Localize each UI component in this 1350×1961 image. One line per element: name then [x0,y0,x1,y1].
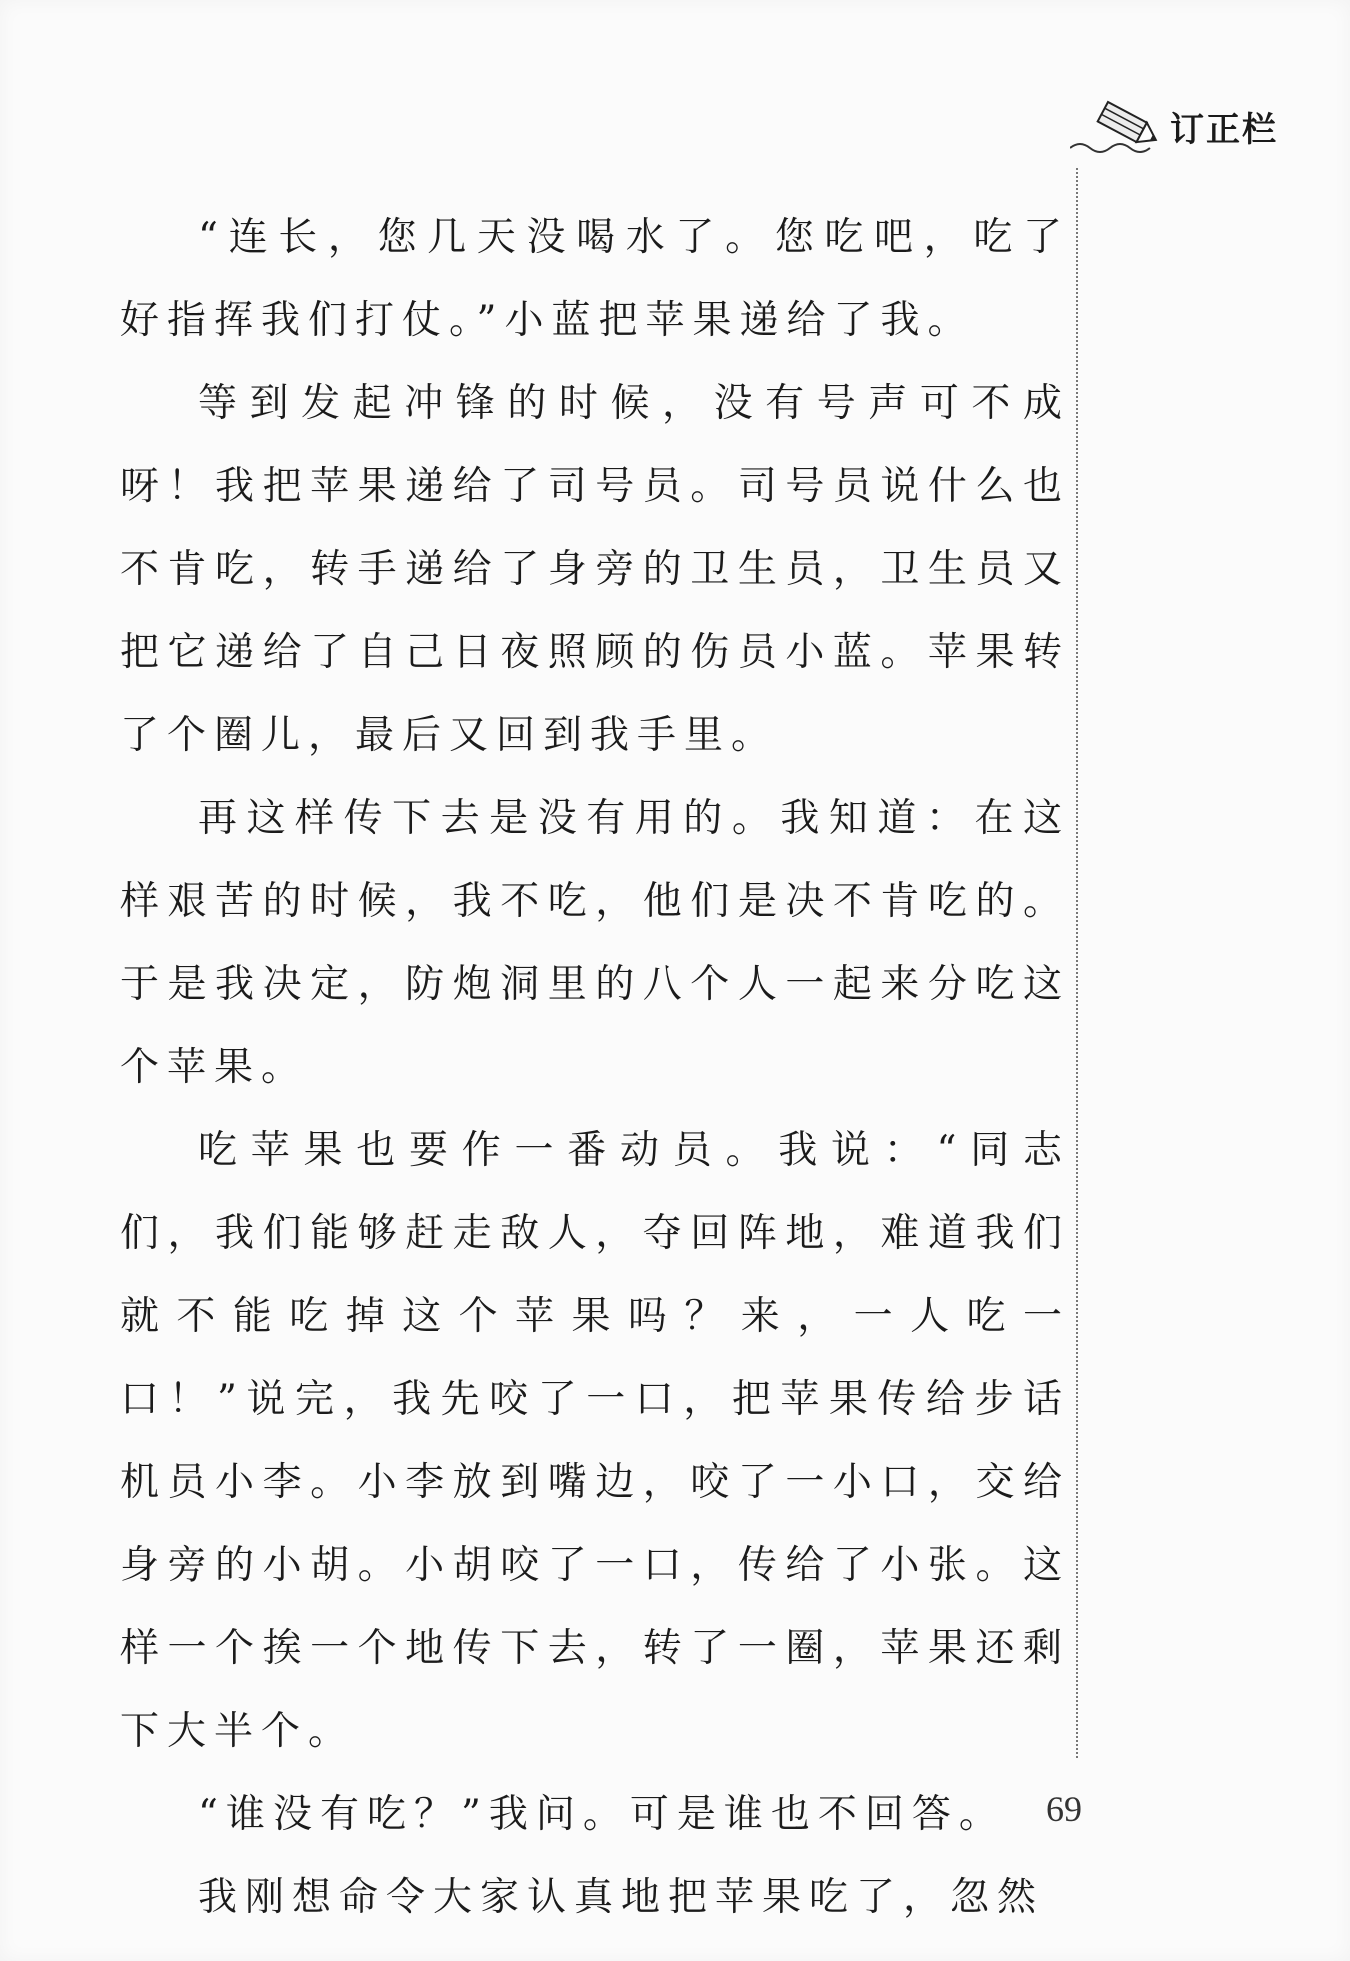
correction-column-title: 订正栏 [1170,110,1278,150]
paragraph: “连长，您几天没喝水了。您吃吧，吃了好指挥我们打仗。”小蓝把苹果递给了我。 [120,215,1070,343]
paragraph: 吃苹果也要作一番动员。我说：“同志们，我们能够赶走敌人，夺回阵地，难道我们就不能吃掉这个苹果吗？来，一人吃一口！”说完，我先咬了一口，把苹果传给步话机员小李。小李放到嘴边，咬了一小口，交给身旁的小胡。小胡咬了一口，传给了小张。这样一个挨一个地传下去，转了一圈，苹果还剩下大半个。 [120,1128,1070,1754]
correction-column-header [1070,96,1310,156]
paragraph: “谁没有吃？”我问。可是谁也不回答。 [198,1792,1006,1837]
paragraph: 等到发起冲锋的时候，没有号声可不成呀！我把苹果递给了司号员。司号员说什么也不肯吃，转手递给了身旁的卫生员，卫生员又把它递给了自己日夜照顾的伤员小蓝。苹果转了个圈儿，最后又回到我手里。 [120,381,1070,758]
text-body [120,196,1070,1939]
correction-margin-divider [1076,168,1078,1758]
page-number: 69 [1046,1789,1082,1829]
paragraph: 再这样传下去是没有用的。我知道：在这样艰苦的时候，我不吃，他们是决不肯吃的。于是我决定，防炮洞里的八个人一起来分吃这个苹果。 [120,796,1070,1090]
paragraph: 我刚想命令大家认真地把苹果吃了，忽然 [198,1875,1045,1920]
